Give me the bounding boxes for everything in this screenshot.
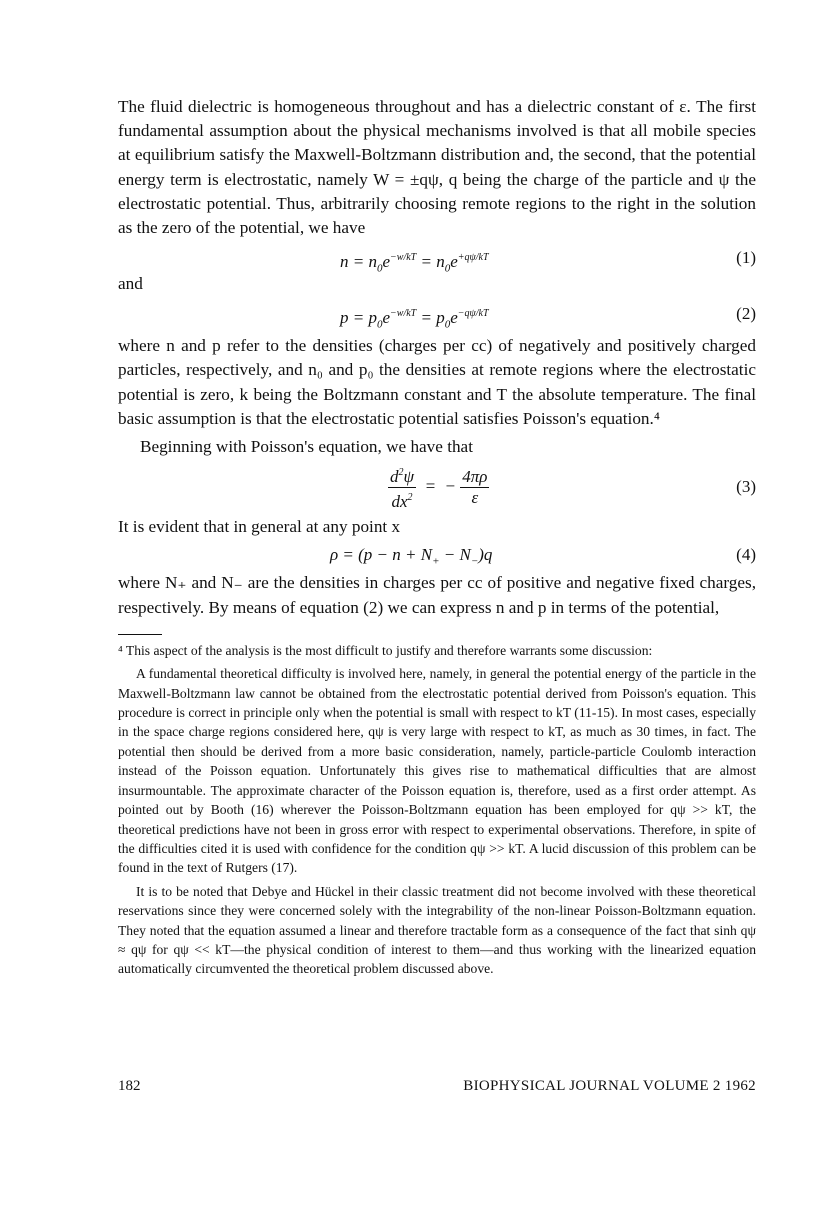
paragraph-fixed-charges: where N₊ and N₋ are the densities in charges per cc of positive and negative fixed charges, respectively. By means of equation (2) we can express n and p in terms of the potential, — [118, 573, 756, 617]
footnote-divider — [118, 634, 162, 635]
equation-1-math: $n = n_0e^{-w/kT} = n_0e^{+q\psi/kT}$ — [340, 252, 489, 275]
equation-2-number: (2) — [736, 304, 756, 324]
paragraph-poisson: Beginning with Poisson's equation, we have that — [140, 437, 473, 457]
equation-3-math: $\frac{d^2\psi}{dx^2}$ = − $\frac{4\pi\rho}{\varepsilon}$ — [388, 463, 489, 512]
equation-3-number: (3) — [736, 477, 756, 497]
footnote-paragraph-2: It is to be noted that Debye and Hückel in their classic treatment did not become involved with these theoretical reservations since they were concerned solely with the integrability of the non-linear Poisson-Boltzmann equation. They noted that the equation assumed a linear and therefore tractable form as a consequence of the fact that sinh qψ ≈ qψ for qψ << kT—the physical condition of interest to them—and thus working with the linearized equation automatically circumvented the theoretical problem discussed above. — [118, 883, 756, 977]
equation-4-math: $\rho = (p - n + N_+ - N_-)q$ — [330, 545, 493, 568]
page-body — [118, 95, 756, 979]
equation-2-math: $p = p_0e^{-w/kT} = p_0e^{-q\psi/kT}$ — [340, 308, 489, 331]
footnote-paragraph-1: A fundamental theoretical difficulty is involved here, namely, in general the potential energy of the particle in the Maxwell-Boltzmann law cannot be obtained from the electrostatic potential derived from Poisson's equation. This procedure is correct in principle only when the potential is small with respect to kT (11-15). In most cases, especially in the space charge regions considered here, qψ is very large with respect to kT, as much as 30 times, in fact. The potential then should be derived from a more basic consideration, namely, particle-particle Coulomb interaction instead of the Poisson equation. Unfortunately this gives rise to mathematical difficulties that are almost insurmountable. The approximate character of the Poisson equation is, therefore, used as a first order attempt. As pointed out by Booth (16) wherever the Poisson-Boltzmann equation has been employed for qψ >> kT, the theoretical predictions have not been in gross error with respect to experimental observations. Therefore, in spite of the difficulties cited it is used with confidence for the condition qψ >> kT. A lucid discussion of this problem can be found in the text of Rutgers (17). — [118, 666, 756, 876]
paragraph-intro: The fluid dielectric is homogeneous throughout and has a dielectric constant of ε. The first fundamental assumption about the physical mechanisms involved is that all mobile species at equilibrium satisfy the Maxwell-Boltzmann distribution and, the second, that the potential energy term is electrostatic, namely W = ±qψ, q being the charge of the particle and ψ the electrostatic potential. Thus, arbitrarily choosing remote regions to the right in the solution as the zero of the potential, we have — [118, 97, 756, 238]
equation-1 — [118, 244, 756, 275]
equation-3 — [118, 461, 756, 513]
footnote-intro: ⁴ This aspect of the analysis is the most difficult to justify and therefore warrants some discussion: — [118, 642, 653, 658]
equation-1-number: (1) — [736, 248, 756, 268]
page-number: 182 — [118, 1078, 141, 1094]
paragraph-densities: where n and p refer to the densities (charges per cc) of negatively and positively charged particles, respectively, and n₀ and p₀ the densities at remote regions where the electrostatic potential is zero, k being the Boltzmann constant and T the absolute temperature. The final basic assumption is that the electrostatic potential satisfies Poisson's equation.⁴ — [118, 336, 756, 428]
journal-citation: BIOPHYSICAL JOURNAL VOLUME 2 1962 — [463, 1078, 756, 1094]
equation-4-number: (4) — [736, 545, 756, 565]
equation-2 — [118, 300, 756, 331]
connector-and: and — [118, 274, 143, 294]
equation-4 — [118, 541, 756, 569]
paragraph-point-x: It is evident that in general at any point x — [118, 517, 401, 537]
